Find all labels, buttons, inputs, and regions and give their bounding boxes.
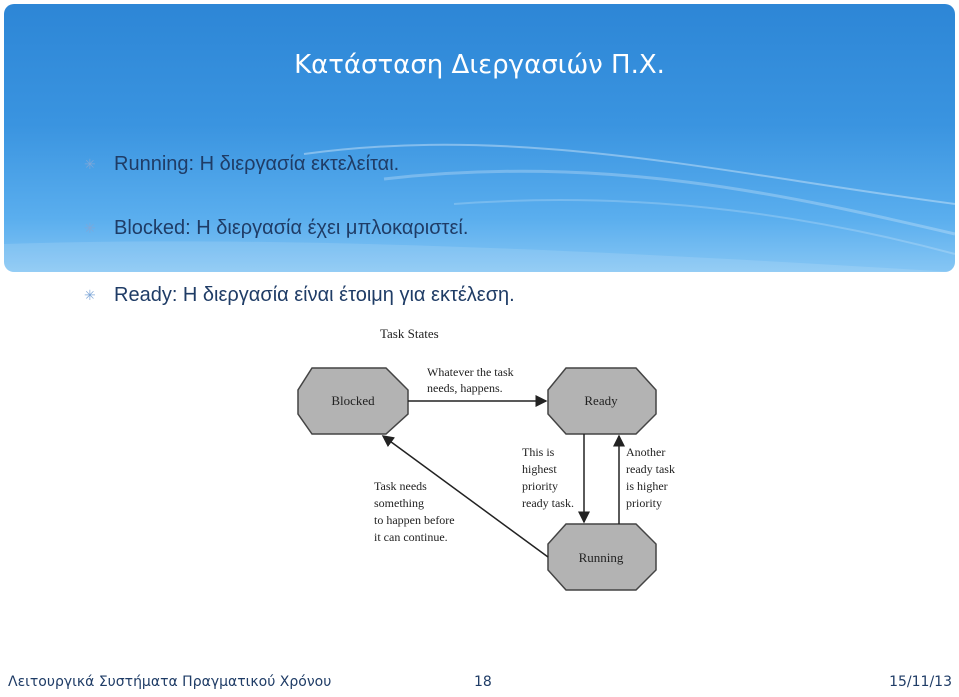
state-blocked-label: Blocked <box>331 393 375 408</box>
slide-title: Κατάσταση Διεργασιών Π.Χ. <box>294 50 665 80</box>
task-states-diagram <box>290 318 675 600</box>
asterisk-bullet-icon: ✳ <box>84 287 96 304</box>
diagram-title: Task States <box>380 326 439 341</box>
footer-date: 15/11/13 <box>889 674 952 690</box>
bullet-running <box>84 153 399 176</box>
label-ready-to-running: This is highest priority ready task. <box>522 445 574 510</box>
asterisk-bullet-icon: ✳ <box>84 156 96 173</box>
bullet-blocked <box>84 217 468 240</box>
state-ready-label: Ready <box>584 393 618 408</box>
footer-page-number: 18 <box>474 674 492 690</box>
label-running-to-blocked: Task needs something to happen before it can continue. <box>374 479 455 544</box>
footer-course-title: Λειτουργικά Συστήματα Πραγματικού Χρόνου <box>8 674 332 690</box>
bullet-text: Running: Η διεργασία εκτελείται. <box>114 153 400 175</box>
asterisk-bullet-icon: ✳ <box>84 220 96 237</box>
label-running-to-ready: Another ready task is higher priority <box>626 445 675 510</box>
bullet-text: Ready: Η διεργασία είναι έτοιμη για εκτέλεση. <box>114 284 515 306</box>
label-blocked-to-ready: Whatever the task needs, happens. <box>427 365 514 395</box>
bullet-ready <box>84 284 515 307</box>
bullet-text: Blocked: Η διεργασία έχει μπλοκαριστεί. <box>114 217 469 239</box>
state-running-label: Running <box>578 550 624 565</box>
